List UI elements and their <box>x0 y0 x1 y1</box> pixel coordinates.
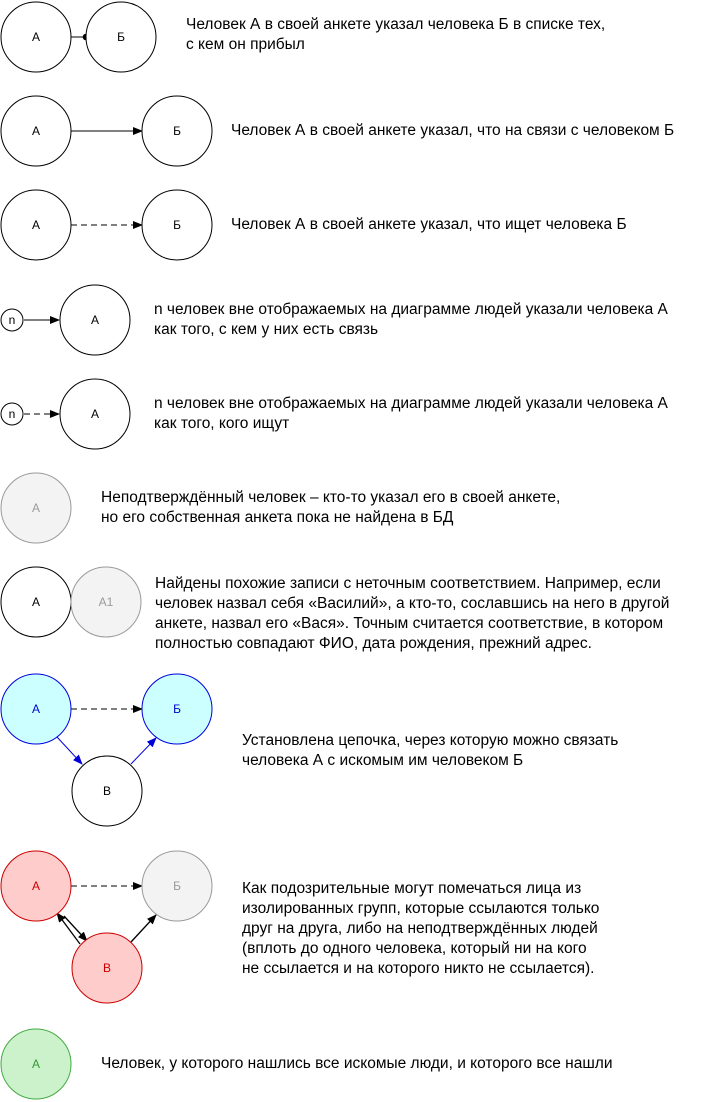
row8-edge-v-b <box>131 738 156 764</box>
row4-node-n <box>1 309 23 331</box>
row1-node-b <box>86 2 156 72</box>
svg-text:Б: Б <box>173 879 181 893</box>
row10-node-found <box>1 1029 71 1099</box>
row9-node-a <box>1 851 71 921</box>
row1-node-a <box>1 2 71 72</box>
row8-diagram <box>1 674 212 826</box>
svg-text:А: А <box>31 879 41 893</box>
row5-description: n человек вне отображаемых на диаграмме людей указали человека А как того, кого ищут <box>154 395 668 432</box>
row2-diagram <box>1 96 212 166</box>
svg-text:А: А <box>31 595 41 609</box>
row1-description: Человек А в своей анкете указал человека Б в списке тех, с кем он прибыл <box>186 16 606 53</box>
svg-text:А: А <box>31 501 41 515</box>
row7-node-a1 <box>71 567 141 637</box>
row3-description: Человек А в своей анкете указал, что ищет человека Б <box>231 216 627 233</box>
row9-description: Как подозрительные могут помечаться лица из изолированных групп, которые ссылаются только друг на друга, либо на неподтверждённых людей (вплоть до одного человека, который ни на кого не ссылается и на которого никто не ссылается). <box>242 880 600 977</box>
svg-text:А: А <box>90 313 100 327</box>
svg-text:А: А <box>31 702 41 716</box>
row5-diagram <box>1 379 130 449</box>
row2-node-a <box>1 96 71 166</box>
row3-node-a <box>1 190 71 260</box>
row8-node-a <box>1 674 71 744</box>
row4-node-a <box>60 285 130 355</box>
svg-text:Б: Б <box>117 30 125 44</box>
row9-edge-v-a <box>57 913 80 944</box>
row6-node-unconfirmed <box>1 473 71 543</box>
row5-node-a <box>60 379 130 449</box>
svg-text:А: А <box>31 1057 41 1071</box>
row1-diagram <box>1 2 156 72</box>
row8-node-b <box>142 674 212 744</box>
row10-description: Человек, у которого нашлись все искомые люди, и которого все нашли <box>101 1055 613 1072</box>
row8-description: Установлена цепочка, через которую можно связать человека А с искомым им человеком Б <box>242 732 619 769</box>
svg-text:А: А <box>90 407 100 421</box>
row9-edge-v-b <box>131 915 156 942</box>
svg-text:А: А <box>31 218 41 232</box>
row4-description: n человек вне отображаемых на диаграмме людей указали человека А как того, с кем у них есть связь <box>154 301 668 338</box>
row6-description: Неподтверждённый человек – кто-то указал его в своей анкете, но его собственная анкета пока не найдена в БД <box>101 489 561 526</box>
row7-node-a <box>1 567 71 637</box>
row5-node-n <box>1 403 23 425</box>
svg-text:n: n <box>8 407 16 421</box>
row2-node-b <box>142 96 212 166</box>
row3-diagram <box>1 190 212 260</box>
svg-text:А: А <box>31 30 41 44</box>
row9-diagram <box>1 851 212 1003</box>
svg-text:В: В <box>102 961 112 975</box>
row7-diagram <box>1 567 141 637</box>
svg-text:Б: Б <box>173 702 181 716</box>
row4-diagram <box>1 285 130 355</box>
row9-node-v <box>72 933 142 1003</box>
row9-node-b <box>142 851 212 921</box>
svg-text:Б: Б <box>173 124 181 138</box>
svg-text:n: n <box>8 313 16 327</box>
svg-text:А1: А1 <box>98 595 114 609</box>
row8-node-v <box>72 756 142 826</box>
svg-text:Б: Б <box>173 218 181 232</box>
svg-text:В: В <box>102 784 112 798</box>
row3-node-b <box>142 190 212 260</box>
row8-edge-a-v <box>57 737 82 764</box>
row7-description: Найдены похожие записи с неточным соответствием. Например, если человек назвал себя «Василий», а кто-то, сославшись на него в другой анкете, назвал его «Вася». Точным считается соответствие, в котором полностью совпадают ФИО, дата рождения, прежний адрес. <box>155 575 670 652</box>
row2-description: Человек А в своей анкете указал, что на связи с человеком Б <box>231 122 675 139</box>
svg-text:А: А <box>31 124 41 138</box>
